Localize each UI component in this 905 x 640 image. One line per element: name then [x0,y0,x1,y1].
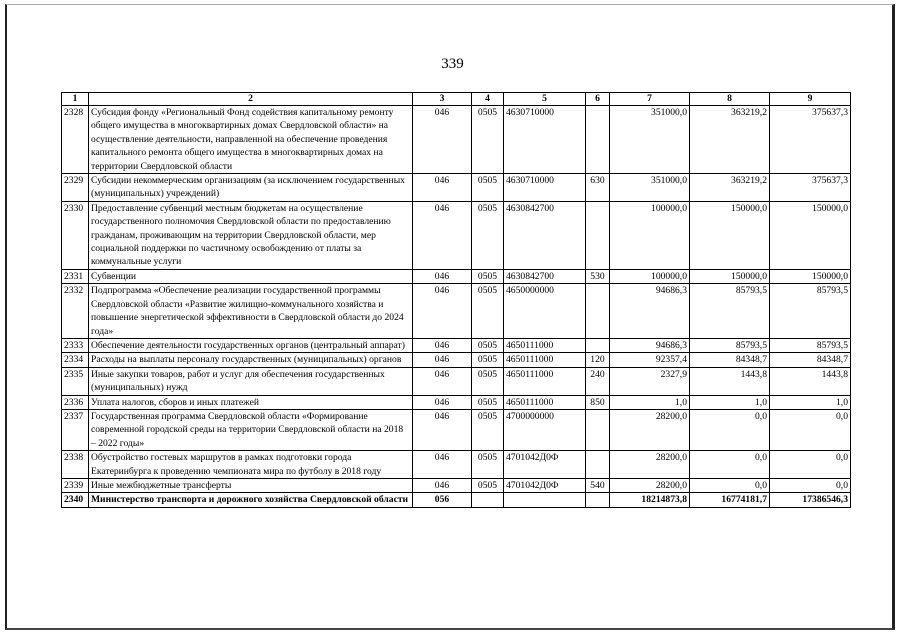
row-number: 2332 [62,284,89,339]
row-number: 2334 [62,353,89,367]
ministry-code: 046 [413,201,472,269]
header-col-3: 3 [413,93,472,106]
amount-col-7: 18214873,8 [610,493,690,507]
ministry-code: 046 [413,284,472,339]
section-code: 0505 [472,367,504,395]
row-name: Подпрограмма «Обеспечение реализации государственной программы Свердловской области «Развитие жилищно-коммунального хозяйства и повышение энергетической эффективности в Свердловской области до 2024 года» [89,284,413,339]
amount-col-8: 363219,2 [690,106,770,174]
amount-col-9: 85793,5 [770,338,851,352]
target-code: 4700000000 [504,409,586,450]
expense-type-code [586,201,610,269]
header-col-4: 4 [472,93,504,106]
section-code: 0505 [472,174,504,202]
table-row [62,451,851,479]
section-code: 0505 [472,395,504,409]
expense-type-code: 540 [586,478,610,492]
table-row [62,106,851,174]
row-number: 2330 [62,201,89,269]
ministry-code: 046 [413,409,472,450]
row-number: 2329 [62,174,89,202]
amount-col-9: 0,0 [770,451,851,479]
header-col-2: 2 [89,93,413,106]
row-number: 2340 [62,493,89,507]
amount-col-9: 84348,7 [770,353,851,367]
table-row [62,367,851,395]
target-code: 4650111000 [504,353,586,367]
amount-col-8: 150000,0 [690,201,770,269]
header-col-5: 5 [504,93,586,106]
expense-type-code [586,493,610,507]
header-col-8: 8 [690,93,770,106]
header-col-1: 1 [62,93,89,106]
expense-type-code [586,451,610,479]
row-number: 2339 [62,478,89,492]
table-row [62,493,851,507]
amount-col-8: 1,0 [690,395,770,409]
ministry-code: 046 [413,174,472,202]
amount-col-8: 0,0 [690,478,770,492]
target-code: 4630710000 [504,174,586,202]
row-number: 2333 [62,338,89,352]
expense-type-code [586,284,610,339]
amount-col-8: 363219,2 [690,174,770,202]
section-code: 0505 [472,284,504,339]
amount-col-7: 1,0 [610,395,690,409]
row-name: Уплата налогов, сборов и иных платежей [89,395,413,409]
amount-col-7: 100000,0 [610,269,690,283]
amount-col-9: 375637,3 [770,174,851,202]
target-code: 4650111000 [504,338,586,352]
expense-type-code [586,106,610,174]
expense-type-code: 240 [586,367,610,395]
row-name: Субсидии некоммерческим организациям (за исключением государственных (муниципальных) учреждений) [89,174,413,202]
amount-col-8: 150000,0 [690,269,770,283]
expense-type-code: 850 [586,395,610,409]
amount-col-7: 28200,0 [610,451,690,479]
amount-col-7: 28200,0 [610,478,690,492]
row-name: Предоставление субвенций местным бюджетам на осуществление государственного полномочия Свердловской области по предоставлению гражданам, проживающим на территории Свердловской области, мер социальной поддержки по частичному освобождению от платы за коммунальные услуги [89,201,413,269]
section-code: 0505 [472,478,504,492]
table-row [62,409,851,450]
table-row [62,353,851,367]
expense-type-code: 120 [586,353,610,367]
amount-col-8: 1443,8 [690,367,770,395]
header-col-7: 7 [610,93,690,106]
ministry-code: 046 [413,478,472,492]
amount-col-7: 100000,0 [610,201,690,269]
expense-type-code [586,338,610,352]
amount-col-8: 85793,5 [690,284,770,339]
page-number: 339 [441,56,464,72]
table-row [62,284,851,339]
row-name: Обустройство гостевых маршрутов в рамках подготовки города Екатеринбурга к проведению чемпионата мира по футболу в 2018 году [89,451,413,479]
section-code: 0505 [472,269,504,283]
expense-type-code: 630 [586,174,610,202]
target-code: 4650000000 [504,284,586,339]
row-name: Министерство транспорта и дорожного хозяйства Свердловской области [89,493,413,507]
amount-col-8: 84348,7 [690,353,770,367]
section-code: 0505 [472,338,504,352]
ministry-code: 046 [413,367,472,395]
section-code: 0505 [472,106,504,174]
amount-col-8: 16774181,7 [690,493,770,507]
row-number: 2336 [62,395,89,409]
table-row [62,395,851,409]
section-code [472,493,504,507]
amount-col-9: 85793,5 [770,284,851,339]
amount-col-9: 17386546,3 [770,493,851,507]
target-code: 4650111000 [504,367,586,395]
amount-col-7: 351000,0 [610,174,690,202]
table-row [62,338,851,352]
ministry-code: 046 [413,338,472,352]
amount-col-9: 150000,0 [770,201,851,269]
table-row [62,174,851,202]
amount-col-9: 0,0 [770,409,851,450]
section-code: 0505 [472,353,504,367]
header-col-9: 9 [770,93,851,106]
ministry-code: 046 [413,353,472,367]
row-number: 2335 [62,367,89,395]
ministry-code: 046 [413,451,472,479]
amount-col-9: 0,0 [770,478,851,492]
ministry-code: 046 [413,395,472,409]
row-number: 2328 [62,106,89,174]
row-number: 2331 [62,269,89,283]
row-name: Расходы на выплаты персоналу государственных (муниципальных) органов [89,353,413,367]
row-name: Субсидия фонду «Региональный Фонд содействия капитальному ремонту общего имущества в многоквартирных домах Свердловской области» на осуществление деятельности, направленной на обеспечение проведения капитального ремонта общего имущества в многоквартирных домах на территории Свердловской области [89,106,413,174]
target-code: 4630710000 [504,106,586,174]
row-number: 2337 [62,409,89,450]
section-code: 0505 [472,451,504,479]
expense-type-code [586,409,610,450]
amount-col-7: 92357,4 [610,353,690,367]
row-name: Государственная программа Свердловской области «Формирование современной городской среды на территории Свердловской области на 2018 – 2022 годы» [89,409,413,450]
amount-col-8: 0,0 [690,409,770,450]
row-name: Обеспечение деятельности государственных органов (центральный аппарат) [89,338,413,352]
table-row [62,269,851,283]
table-row [62,201,851,269]
amount-col-7: 28200,0 [610,409,690,450]
row-name: Субвенции [89,269,413,283]
amount-col-7: 94686,3 [610,338,690,352]
amount-col-9: 375637,3 [770,106,851,174]
table-row [62,478,851,492]
amount-col-9: 1443,8 [770,367,851,395]
ministry-code: 046 [413,269,472,283]
target-code: 4630842700 [504,201,586,269]
target-code [504,493,586,507]
target-code: 4701042Д0Ф [504,451,586,479]
target-code: 4630842700 [504,269,586,283]
ministry-code: 056 [413,493,472,507]
expense-type-code: 530 [586,269,610,283]
amount-col-9: 150000,0 [770,269,851,283]
target-code: 4650111000 [504,395,586,409]
row-number: 2338 [62,451,89,479]
target-code: 4701042Д0Ф [504,478,586,492]
row-name: Иные закупки товаров, работ и услуг для обеспечения государственных (муниципальных) нужд [89,367,413,395]
table-body [62,106,851,508]
ministry-code: 046 [413,106,472,174]
amount-col-8: 85793,5 [690,338,770,352]
section-code: 0505 [472,409,504,450]
amount-col-7: 351000,0 [610,106,690,174]
section-code: 0505 [472,201,504,269]
amount-col-8: 0,0 [690,451,770,479]
table-header-row [62,93,851,106]
budget-table [61,92,851,508]
amount-col-9: 1,0 [770,395,851,409]
header-col-6: 6 [586,93,610,106]
row-name: Иные межбюджетные трансферты [89,478,413,492]
amount-col-7: 2327,9 [610,367,690,395]
amount-col-7: 94686,3 [610,284,690,339]
